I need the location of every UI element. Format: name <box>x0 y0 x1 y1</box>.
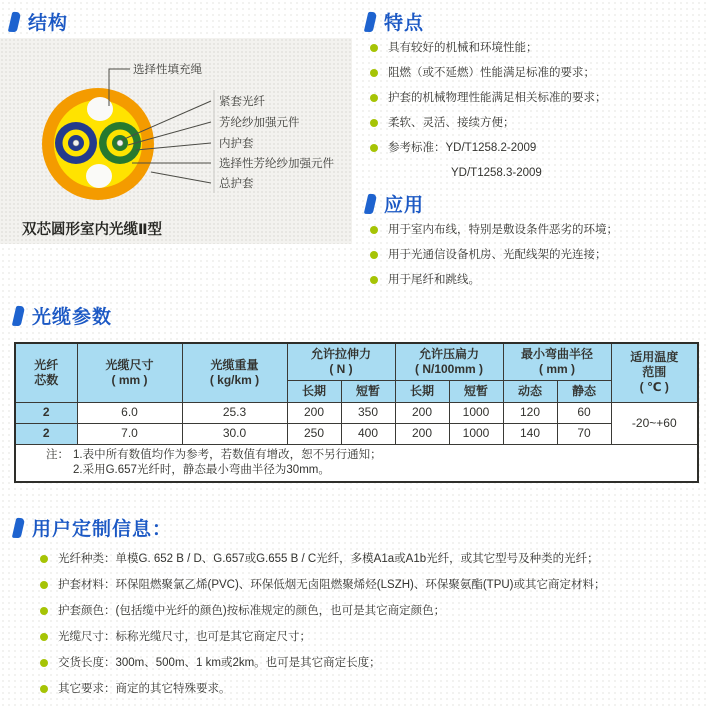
features-list <box>370 40 706 190</box>
subcol-bend-static: 静态 <box>557 380 611 402</box>
diagram-label-fiber: 紧套光纤 <box>219 96 265 108</box>
subcol-tension-long: 长期 <box>287 380 341 402</box>
applications-section-header <box>366 190 424 217</box>
custom-list <box>40 551 695 706</box>
left-unit-fiber-dot <box>73 140 79 146</box>
subcol-crush-short: 短暂 <box>449 380 503 402</box>
bullet-icon <box>370 119 378 127</box>
bullet-icon <box>40 581 48 589</box>
subcol-bend-dynamic: 动态 <box>503 380 557 402</box>
note-lines: 1.表中所有数值均作为参考，若数值有增改，恕不另行通知； 2.采用G.657光纤时，静态最小弯曲半径为30mm。 <box>73 448 382 476</box>
list-item: 柔软、灵活、接续方便； <box>370 115 706 131</box>
list-item-continuation: YD/T1258.3-2009 <box>451 167 542 179</box>
table-row: 2 7.0 30.0 250 400 200 1000 140 70 <box>15 423 698 444</box>
col-header-weight: 光缆重量 ( kg/km ) <box>182 343 287 402</box>
section-marker-icon <box>8 11 22 31</box>
diagram-caption: 双芯圆形室内光缆Ⅱ型 <box>22 222 163 238</box>
bullet-icon <box>370 94 378 102</box>
section-marker-icon <box>364 193 378 213</box>
list-item: 光纤种类：单模G. 652 B / D、G.657或G.655 B / C光纤，多模A1a或A1b光纤，或其它型号及种类的光纤； <box>40 551 695 567</box>
list-item: 用于尾纤和跳线。 <box>370 272 706 288</box>
bullet-icon <box>40 607 48 615</box>
bullet-icon <box>40 555 48 563</box>
list-item: 阻燃（或不延燃）性能满足标准的要求； <box>370 65 706 81</box>
applications-title: 应用 <box>384 195 425 216</box>
features-section-header <box>366 8 424 35</box>
diagram-label-opt-aramid: 选择性芳纶纱加强元件 <box>219 158 334 170</box>
list-item: 交货长度：300m、500m、1 km或2km。也可是其它商定长度； <box>40 655 695 671</box>
list-item: 用于室内布线，特别是敷设条件恶劣的环境； <box>370 222 706 238</box>
list-item: 护套的机械物理性能满足相关标准的要求； <box>370 90 706 106</box>
col-header-temperature: 适用温度 范围 ( ℃ ) <box>611 343 698 402</box>
list-item: 用于光通信设备机房、光配线架的光连接； <box>370 247 706 263</box>
col-header-bend-radius: 最小弯曲半径 ( mm ) <box>503 343 611 380</box>
temperature-range-cell: -20~+60 <box>611 402 698 444</box>
list-item: 光缆尺寸：标称光缆尺寸，也可是其它商定尺寸； <box>40 629 695 645</box>
custom-title: 用户定制信息： <box>32 519 173 540</box>
cable-cross-section-panel <box>0 38 352 244</box>
cable-parameters-table <box>14 342 699 483</box>
cable-cross-section-diagram <box>0 38 352 244</box>
filler-rope-bottom-shape <box>86 164 112 188</box>
list-item: 具有较好的机械和环境性能； <box>370 40 706 56</box>
diagram-label-outer-sheath: 总护套 <box>219 178 254 190</box>
bullet-icon <box>40 633 48 641</box>
right-unit-fiber-dot <box>117 140 123 146</box>
leader-line-outer-sheath <box>151 172 211 183</box>
custom-section-header <box>14 514 172 541</box>
bullet-icon <box>370 144 378 152</box>
parameters-title: 光缆参数 <box>32 307 113 328</box>
diagram-label-filler: 选择性填充绳 <box>133 64 202 76</box>
bullet-icon <box>40 685 48 693</box>
section-marker-icon <box>364 11 378 31</box>
bullet-icon <box>370 44 378 52</box>
structure-section-header <box>10 8 68 35</box>
table-note-row <box>15 444 698 482</box>
col-header-crush: 允许压扁力 ( N/100mm ) <box>395 343 503 380</box>
list-item: 护套材料：环保阻燃聚氯乙烯(PVC)、环保低烟无卤阻燃聚烯烃(LSZH)、环保聚氨酯(TPU)或其它商定材料； <box>40 577 695 593</box>
section-marker-icon <box>12 305 26 325</box>
col-header-core-count: 光纤 芯数 <box>15 343 77 402</box>
bullet-icon <box>370 226 378 234</box>
note-label: 注： <box>46 448 69 461</box>
bullet-icon <box>370 276 378 284</box>
col-header-size: 光缆尺寸 ( mm ) <box>77 343 182 402</box>
diagram-label-inner-sheath: 内护套 <box>219 138 254 150</box>
section-marker-icon <box>12 517 26 537</box>
list-item: 护套颜色：(包括缆中光纤的颜色)按标准规定的颜色，也可是其它商定颜色； <box>40 603 695 619</box>
bullet-icon <box>370 251 378 259</box>
subcol-tension-short: 短暂 <box>341 380 395 402</box>
list-item: 参考标准：YD/T1258.2-2009 <box>370 140 706 156</box>
applications-list <box>370 222 706 297</box>
parameters-section-header <box>14 302 112 329</box>
structure-title: 结构 <box>28 13 69 34</box>
list-item: 其它要求：商定的其它特殊要求。 <box>40 681 695 697</box>
diagram-label-aramid: 芳纶纱加强元件 <box>219 117 300 129</box>
bullet-icon <box>40 659 48 667</box>
table-row: 2 6.0 25.3 200 350 200 1000 120 60 -20~+60 <box>15 402 698 423</box>
subcol-crush-long: 长期 <box>395 380 449 402</box>
bullet-icon <box>370 69 378 77</box>
features-title: 特点 <box>384 13 425 34</box>
col-header-tension: 允许拉伸力 ( N ) <box>287 343 395 380</box>
